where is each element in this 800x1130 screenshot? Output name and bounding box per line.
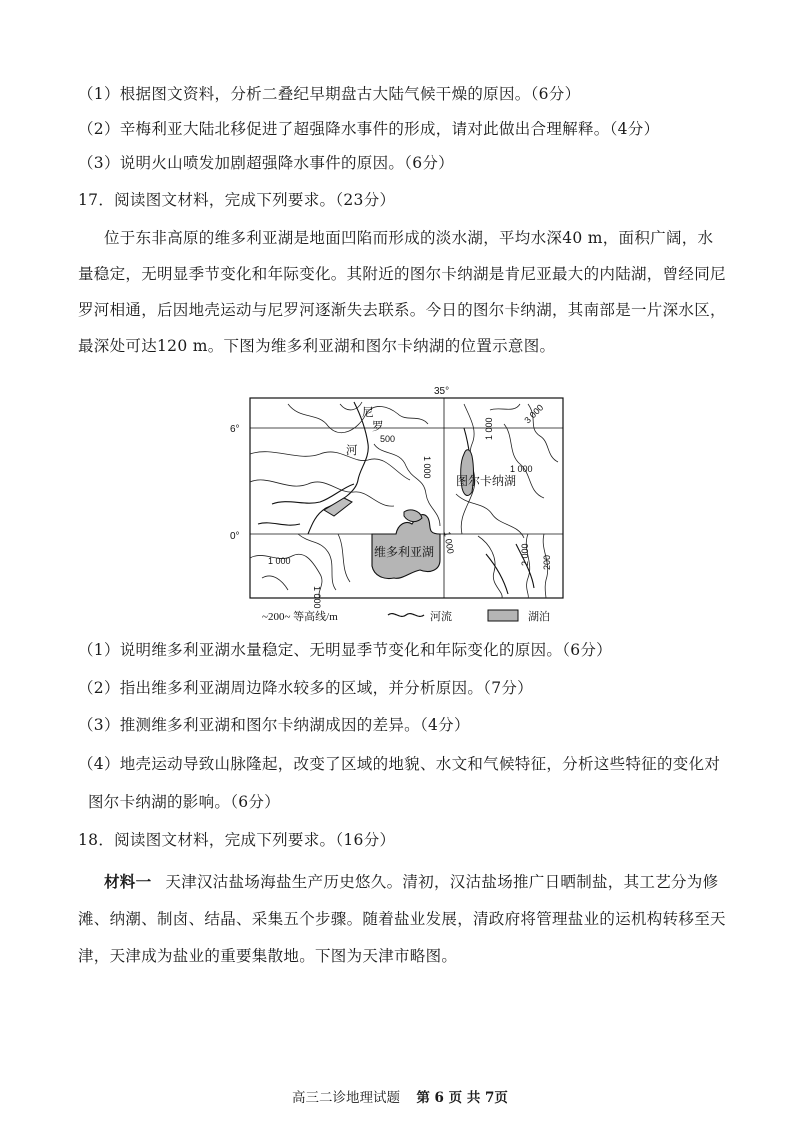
q17-sub2: （2）指出维多利亚湖周边降水较多的区域，并分析原因。（7分） bbox=[78, 679, 533, 697]
q17-sub4-cont: 图尔卡纳湖的影响。（6分） bbox=[88, 793, 281, 811]
map-legend bbox=[262, 609, 550, 623]
legend-lake-label: 湖泊 bbox=[528, 611, 550, 623]
contour-label: 1 000 bbox=[484, 417, 494, 440]
legend-contour-label: ~200~ 等高线/m bbox=[262, 611, 338, 623]
lake-victoria-bay bbox=[404, 510, 422, 522]
q18-para-line: 滩、纳潮、制卤、结晶、采集五个步骤。随着盐业发展，清政府将管理盐业的运机构转移至天 bbox=[78, 910, 726, 928]
latitude-0-label: 0° bbox=[230, 531, 240, 542]
latitude-6-label: 6° bbox=[230, 424, 240, 435]
q17-para-line: 位于东非高原的维多利亚湖是地面凹陷而形成的淡水湖，平均水深40 m，面积广阔，水 bbox=[104, 229, 714, 247]
lake-turkana-label: 图尔卡纳湖 bbox=[456, 474, 517, 488]
location-map bbox=[228, 384, 573, 626]
q16-sub3: （3）说明火山喷发加剧超强降水事件的原因。（6分） bbox=[78, 154, 454, 172]
material-label: 材料一 bbox=[104, 872, 152, 891]
q16-sub1: （1）根据图文资料，分析二叠纪早期盘古大陆气候干燥的原因。（6分） bbox=[78, 85, 581, 103]
contour-label: 200 bbox=[542, 554, 552, 570]
page-footer bbox=[0, 1086, 800, 1106]
nile-label-2: 罗 bbox=[372, 421, 384, 433]
q17-sub1: （1）说明维多利亚湖水量稳定、无明显季节变化和年际变化的原因。（6分） bbox=[78, 641, 612, 659]
q18-para-line: 津，天津成为盐业的重要集散地。下图为天津市略图。 bbox=[78, 947, 458, 965]
q17-title: 17．阅读图文材料，完成下列要求。（23分） bbox=[78, 191, 396, 209]
nile-label-3: 河 bbox=[346, 445, 358, 457]
q16-sub2: （2）辛梅利亚大陆北移促进了超强降水事件的形成，请对此做出合理解释。（4分） bbox=[78, 120, 660, 138]
q17-sub3: （3）推测维多利亚湖和图尔卡纳湖成因的差异。（4分） bbox=[78, 716, 470, 734]
legend-river-symbol bbox=[388, 614, 424, 617]
contour-label: 1 000 bbox=[442, 530, 456, 555]
q17-para-line: 最深处可达120 m。下图为维多利亚湖和图尔卡纳湖的位置示意图。 bbox=[78, 337, 556, 355]
longitude-label: 35° bbox=[434, 386, 450, 397]
legend-lake-symbol bbox=[488, 610, 518, 621]
nile-label-1: 尼 bbox=[362, 407, 374, 419]
contour-label: 1 000 bbox=[268, 556, 291, 566]
page-number: 第 6 页 共 7页 bbox=[416, 1090, 508, 1106]
lake-victoria-label: 维多利亚湖 bbox=[374, 545, 435, 559]
lake-kyoga bbox=[324, 498, 352, 516]
contour-label: 3 000 bbox=[522, 402, 546, 426]
legend-river-label: 河流 bbox=[430, 611, 452, 623]
contour-label: 1 000 bbox=[312, 586, 322, 609]
contour-label: 500 bbox=[380, 434, 396, 444]
material-text: 天津汉沽盐场海盐生产历史悠久。清初，汉沽盐场推广日晒制盐，其工艺分为修 bbox=[165, 873, 719, 891]
q18-title: 18．阅读图文材料，完成下列要求。（16分） bbox=[78, 831, 396, 849]
q17-para-line: 罗河相通，后因地壳运动与尼罗河逐渐失去联系。今日的图尔卡纳湖，其南部是一片深水区， bbox=[78, 301, 726, 319]
lake-turkana-shape bbox=[461, 450, 474, 496]
q17-sub4: （4）地壳运动导致山脉隆起，改变了区域的地貌、水文和气候特征，分析这些特征的变化对 bbox=[78, 755, 721, 773]
q18-material-line bbox=[104, 870, 718, 892]
contour-label: 1 000 bbox=[510, 464, 533, 474]
contour-label: 2 000 bbox=[520, 543, 530, 566]
contour-label: 1 000 bbox=[422, 456, 432, 479]
q17-para-line: 量稳定，无明显季节变化和年际变化。其附近的图尔卡纳湖是肯尼亚最大的内陆湖，曾经同尼 bbox=[78, 265, 726, 283]
exam-name: 高三二诊地理试题 bbox=[292, 1090, 401, 1106]
